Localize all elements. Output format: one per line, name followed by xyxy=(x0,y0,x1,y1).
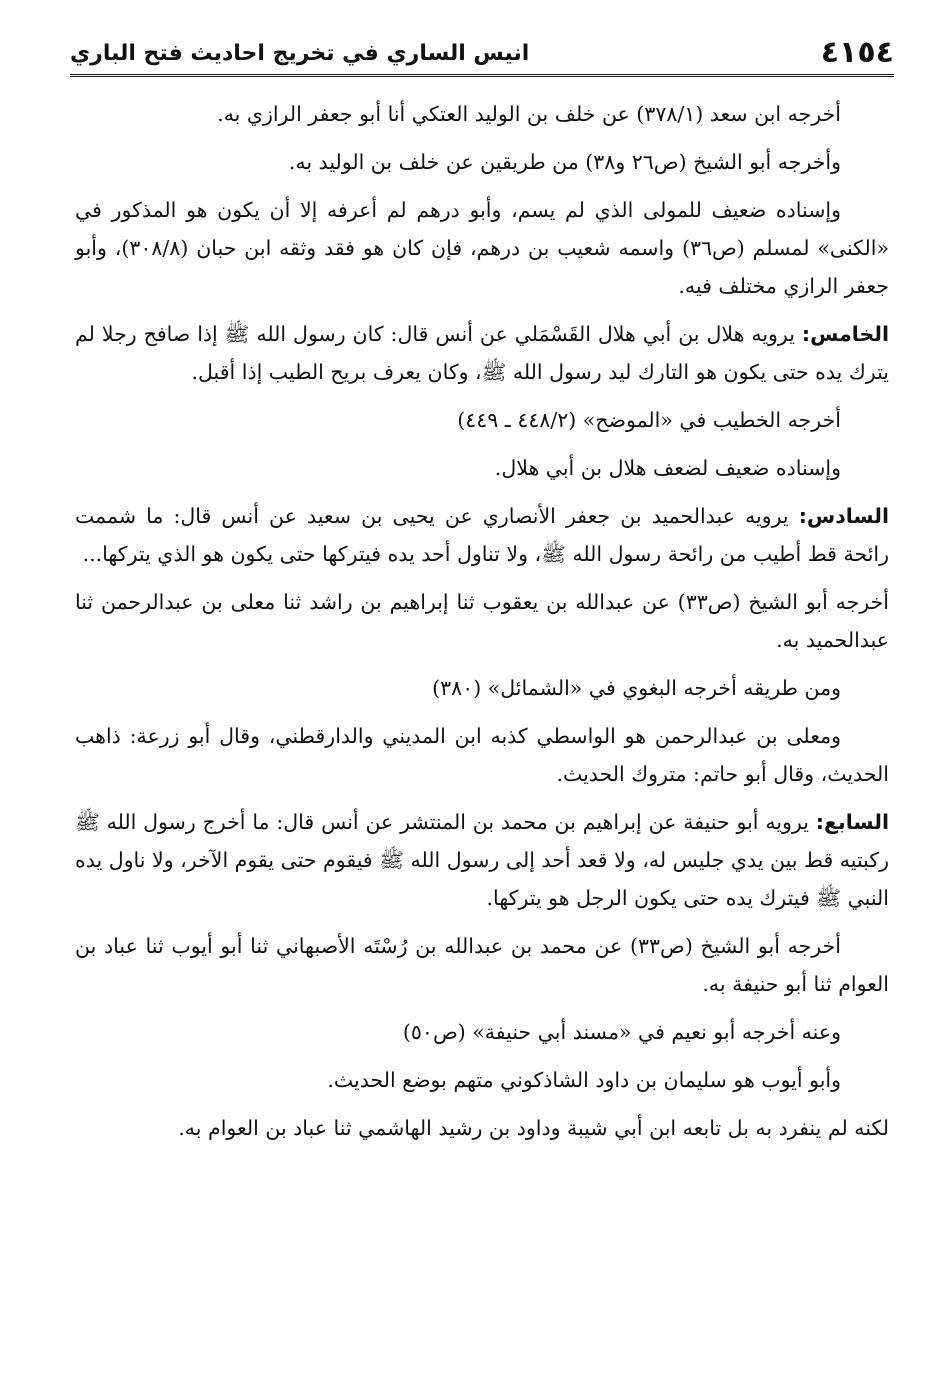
page-header xyxy=(70,35,894,77)
paragraph: وإسناده ضعيف للمولى الذي لم يسم، وأبو درهم لم أعرفه إلا أن يكون هو المذكور في «الكنى» لمسلم (ص٣٦) واسمه شعيب بن درهم، فإن كان هو فقد وثقه ابن حبان (٣٠٨/٨)، وأبو جعفر الرازي مختلف فيه. xyxy=(75,198,889,298)
paragraph: وإسناده ضعيف لضعف هلال بن أبي هلال. xyxy=(494,456,841,480)
paragraph: أخرجه أبو الشيخ (ص٣٣) عن عبدالله بن يعقوب ثنا إبراهيم بن راشد ثنا معلى بن عبدالرحمن ثنا عبدالحميد به. xyxy=(75,590,889,652)
page-number: ٤١٥٤ xyxy=(820,35,894,70)
paragraph: وأخرجه أبو الشيخ (ص٢٦ و٣٨) من طريقين عن خلف بن الوليد به. xyxy=(288,150,841,174)
paragraph: وعنه أخرجه أبو نعيم في «مسند أبي حنيفة» (ص٥٠) xyxy=(402,1020,841,1044)
paragraph: أخرجه أبو الشيخ (ص٣٣) عن محمد بن عبدالله بن رُسْتَه الأصبهاني ثنا أبو أيوب ثنا عباد بن العوام ثنا أبو حنيفة به. xyxy=(75,934,889,996)
paragraph: ومن طريقه أخرجه البغوي في «الشمائل» (٣٨٠) xyxy=(432,676,841,700)
running-title: انيس الساري في تخريج احاديث فتح الباري xyxy=(70,41,530,66)
paragraph: الخامس: يرويه هلال بن أبي هلال القَسْمَلي عن أنس قال: كان رسول الله ﷺ إذا صافح رجلا لم يترك يده حتى يكون هو التارك ليد رسول الله ﷺ، وكان يعرف بريح الطيب إذا أقبل. xyxy=(75,322,889,384)
paragraph: أخرجه ابن سعد (٣٧٨/١) عن خلف بن الوليد العتكي أنا أبو جعفر الرازي به. xyxy=(217,102,841,126)
paragraph: لكنه لم ينفرد به بل تابعه ابن أبي شيبة وداود بن رشيد الهاشمي ثنا عباد بن العوام به. xyxy=(178,1116,889,1140)
section-label: السابع: xyxy=(815,810,889,834)
paragraph: أخرجه الخطيب في «الموضح» (٤٤٨/٢ ـ ٤٤٩) xyxy=(457,408,841,432)
paragraph: السادس: يرويه عبدالحميد بن جعفر الأنصاري عن يحيى بن سعيد عن أنس قال: ما شممت رائحة قط أطيب من رائحة رسول الله ﷺ، ولا تناول أحد يده فيتركها حتى يكون هو الذي يتركها... xyxy=(75,504,889,566)
paragraph: وأبو أيوب هو سليمان بن داود الشاذكوني متهم بوضع الحديث. xyxy=(327,1068,841,1092)
paragraph: السابع: يرويه أبو حنيفة عن إبراهيم بن محمد بن المنتشر عن أنس قال: ما أخرج رسول الله ﷺ ركبتيه قط بين يدي جليس له، ولا قعد أحد إلى رسول الله ﷺ فيقوم حتى يقوم الآخر، ولا ناول يده النبي ﷺ فيترك يده حتى يكون الرجل هو يتركها. xyxy=(75,810,889,910)
page-body xyxy=(75,95,889,1147)
section-label: السادس: xyxy=(798,504,889,528)
paragraph: ومعلى بن عبدالرحمن هو الواسطي كذبه ابن المديني والدارقطني، وقال أبو زرعة: ذاهب الحديث، وقال أبو حاتم: متروك الحديث. xyxy=(75,724,889,786)
section-label: الخامس: xyxy=(801,322,889,346)
